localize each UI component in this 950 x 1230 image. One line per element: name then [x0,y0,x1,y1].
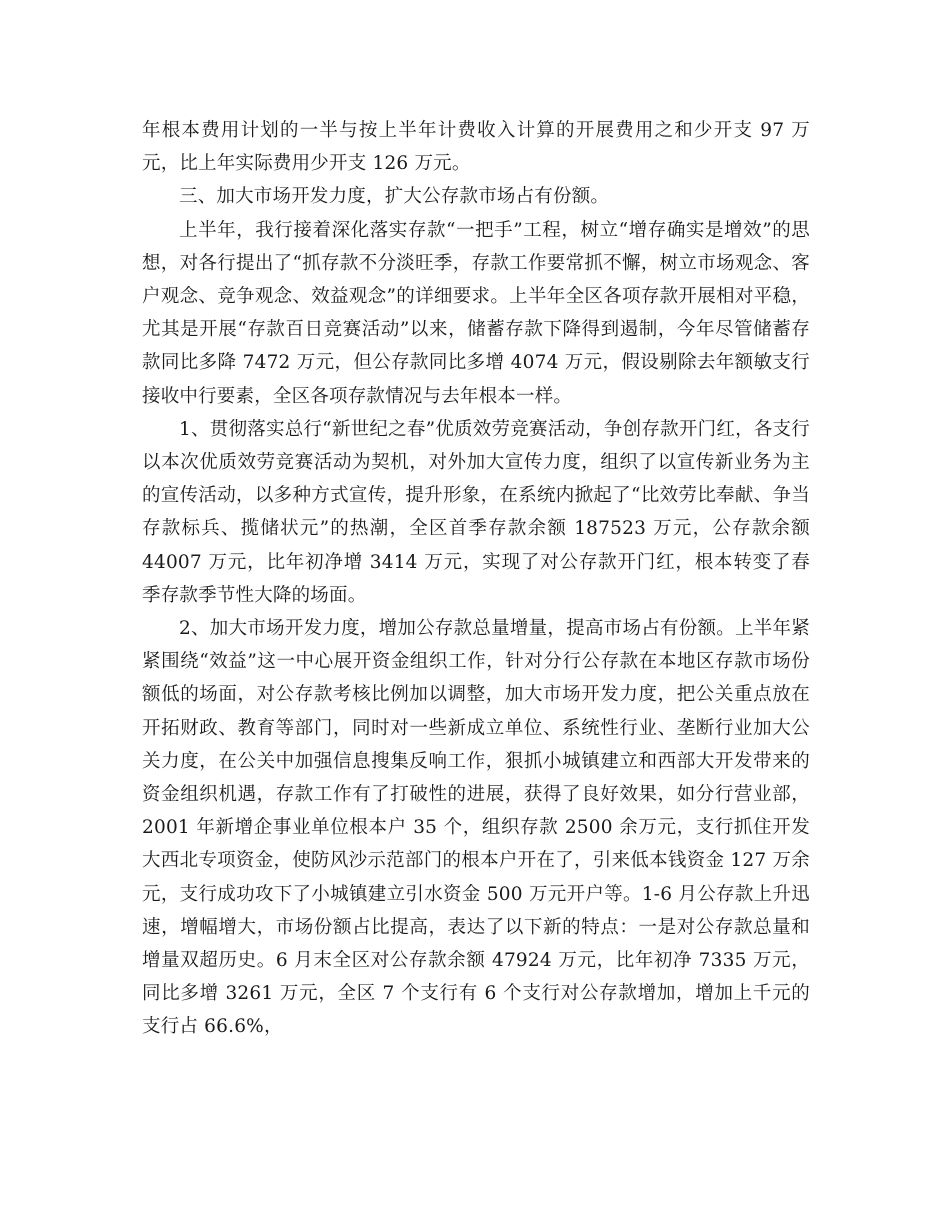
paragraph-4: 1、贯彻落实总行“新世纪之春”优质效劳竞赛活动，争创存款开门红，各支行以本次优质效劳竞赛活动为契机，对外加大宣传力度，组织了以宣传新业务为主的宣传活动，以多种方式宣传，提升形象，在系统内掀起了“比效劳比奉献、争当存款标兵、揽储状元”的热潮，全区首季存款余额 187523 万元，公存款余额 44007 万元，比年初净增 3414 万元，实现了对公存款开门红，根本转变了春季存款季节性大降的场面。 [142,418,810,606]
paragraph-3: 上半年，我行接着深化落实存款“一把手”工程，树立“增存确实是增效”的思想，对各行提出了“抓存款不分淡旺季，存款工作要常抓不懈，树立市场观念、客户观念、竞争观念、效益观念”的详细要求。上半年全区各项存款开展相对平稳，尤其是开展“存款百日竞赛活动”以来，储蓄存款下降得到遏制，今年尽管储蓄存款同比多降 7472 万元，但公存款同比多增 4074 万元，假设剔除去年额敏支行接收中行要素，全区各项存款情况与去年根本一样。 [142,219,810,407]
document-body [142,114,810,1044]
paragraph-5: 2、加大市场开发力度，增加公存款总量增量，提高市场占有份额。上半年紧紧围绕“效益”这一中心展开资金组织工作，针对分行公存款在本地区存款市场份额低的场面，对公存款考核比例加以调整，加大市场开发力度，把公关重点放在开拓财政、教育等部门，同时对一些新成立单位、系统性行业、垄断行业加大公关力度，在公关中加强信息搜集反响工作，狠抓小城镇建立和西部大开发带来的资金组织机遇，存款工作有了打破性的进展，获得了良好效果，如分行营业部，2001 年新增企事业单位根本户 35 个，组织存款 2500 余万元，支行抓住开发大西北专项资金，使防风沙示范部门的根本户开在了，引来低本钱资金 127 万余元，支行成功攻下了小城镇建立引水资金 500 万元开户等。1-6 月公存款上升迅速，增幅增大，市场份额占比提高，表达了以下新的特点：一是对公存款总量和增量双超历史。6 月末全区对公存款余额 47924 万元，比年初净 7335 万元，同比多增 3261 万元，全区 7 个支行有 6 个支行对公存款增加，增加上千元的支行占 66.6%， [142,618,810,1038]
paragraph-1: 年根本费用计划的一半与按上半年计费收入计算的开展费用之和少开支 97 万元，比上年实际费用少开支 126 万元。 [142,120,810,175]
paragraph-2-section-heading: 三、加大市场开发力度，扩大公存款市场占有份额。 [179,186,610,208]
